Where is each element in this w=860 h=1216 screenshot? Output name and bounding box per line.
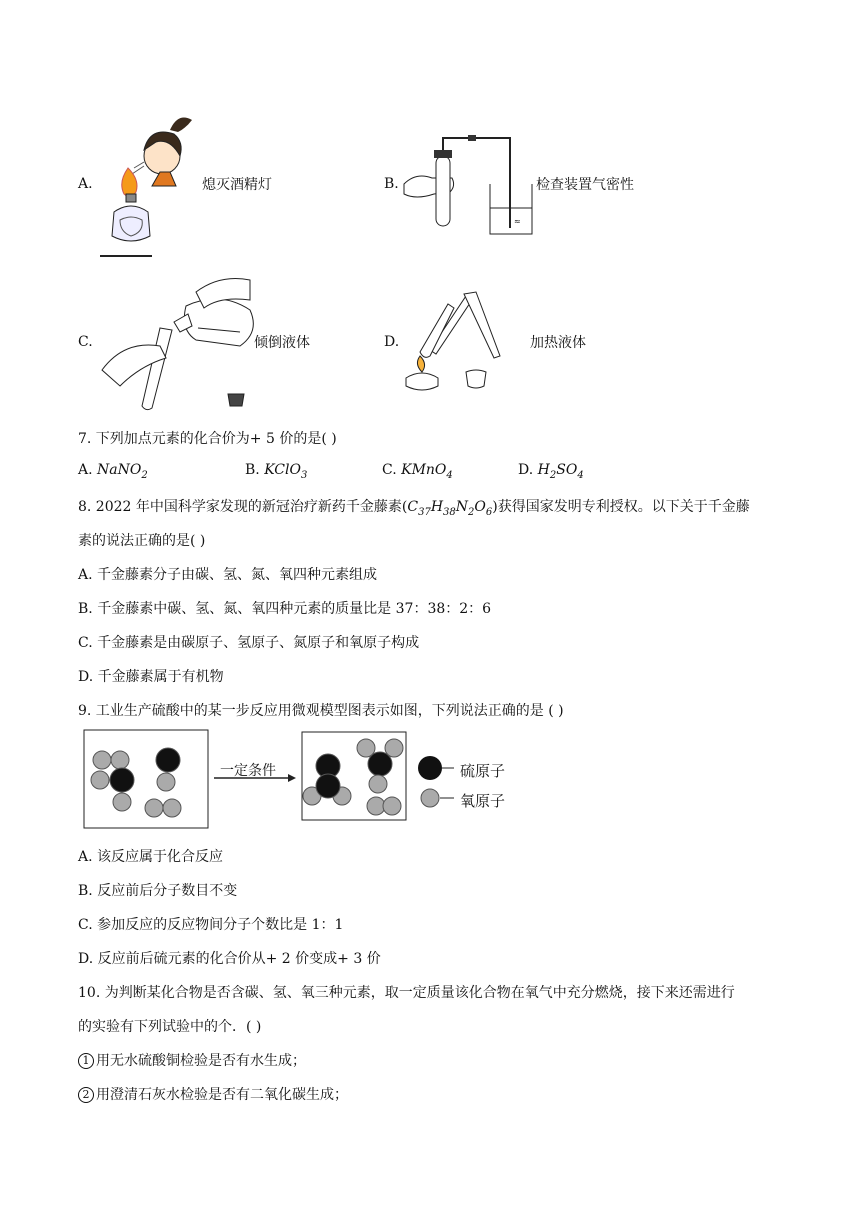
- question-stem: 8. 2022 年中国科学家发现的新冠治疗新药千金藤素$(C_{37}H_{38}N_2O_6)$获得国家发明专利授权。以下关于千金藤: [78, 499, 750, 518]
- item-number: 1: [78, 1053, 94, 1069]
- reaction-model-diagram: [84, 730, 524, 830]
- option-b: B. KClO$_3$: [245, 462, 308, 481]
- option-a: A. 该反应属于化合反应: [78, 849, 224, 865]
- option-letter: C.: [78, 334, 93, 350]
- legend-sulfur-atom: 硫原子: [460, 762, 506, 780]
- formula: KMnO$_4$: [401, 462, 453, 481]
- qianjintengsu-formula: $C_{37}H_{38}N_2O_6$: [407, 499, 493, 518]
- option-letter: B.: [384, 176, 399, 192]
- option-b: B. 反应前后分子数目不变: [78, 883, 238, 899]
- option-caption: 倾倒液体: [254, 335, 310, 351]
- option-c: C. 千金藤素是由碳原子、氢原子、氮原子和氧原子构成: [78, 635, 420, 651]
- legend-oxygen-atom: 氧原子: [460, 792, 506, 810]
- option-caption: 检查装置气密性: [536, 177, 634, 193]
- question-stem: 9. 工业生产硫酸中的某一步反应用微观模型图表示如图，下列说法正确的是 ( ): [78, 703, 564, 719]
- option-d: D. 千金藤素属于有机物: [78, 669, 224, 685]
- test-item-1: 1 用无水硫酸铜检验是否有水生成；: [78, 1050, 306, 1070]
- option-letter: D.: [384, 334, 400, 350]
- test-item-2: 2 用澄清石灰水检验是否有二氧化碳生成；: [78, 1084, 348, 1104]
- question-stem: 7. 下列加点元素的化合价为+ 5 价的是( ): [78, 431, 337, 447]
- formula: NaNO$_2$: [97, 462, 148, 481]
- option-letter: A.: [78, 176, 93, 192]
- option-c: C. 参加反应的反应物间分子个数比是 1：1: [78, 917, 344, 933]
- question-stem-line2: 的实验有下列试验中的个．( ): [78, 1019, 262, 1035]
- item-number: 2: [78, 1087, 94, 1103]
- airtightness-check-illustration: [402, 134, 538, 238]
- option-d: D. 反应前后硫元素的化合价从+ 2 价变成+ 3 价: [78, 951, 381, 967]
- heat-liquid-illustration: [400, 290, 530, 394]
- option-caption: 加热液体: [530, 335, 586, 351]
- svg-text:≈: ≈: [514, 217, 521, 226]
- formula: $H_2SO_4$: [537, 462, 584, 481]
- formula: KClO$_3$: [264, 462, 308, 481]
- question-stem-line2: 素的说法正确的是( ): [78, 533, 206, 549]
- pour-liquid-illustration: [100, 270, 264, 414]
- option-a: A. 千金藤素分子由碳、氢、氮、氧四种元素组成: [78, 567, 378, 583]
- option-b: B. 千金藤素中碳、氢、氮、氧四种元素的质量比是 37：38：2：6: [78, 601, 492, 617]
- option-caption: 熄灭酒精灯: [202, 177, 272, 193]
- option-c: C. KMnO$_4$: [382, 462, 453, 481]
- option-d: D. $H_2SO_4$: [518, 462, 584, 481]
- question-stem: 10. 为判断某化合物是否含碳、氢、氧三种元素，取一定质量该化合物在氧气中充分燃烧，接下来还需进行: [78, 985, 735, 1001]
- extinguish-lamp-illustration: [100, 108, 210, 260]
- arrow-label: 一定条件: [220, 763, 276, 779]
- option-a: A. NaNO$_2$: [78, 462, 148, 481]
